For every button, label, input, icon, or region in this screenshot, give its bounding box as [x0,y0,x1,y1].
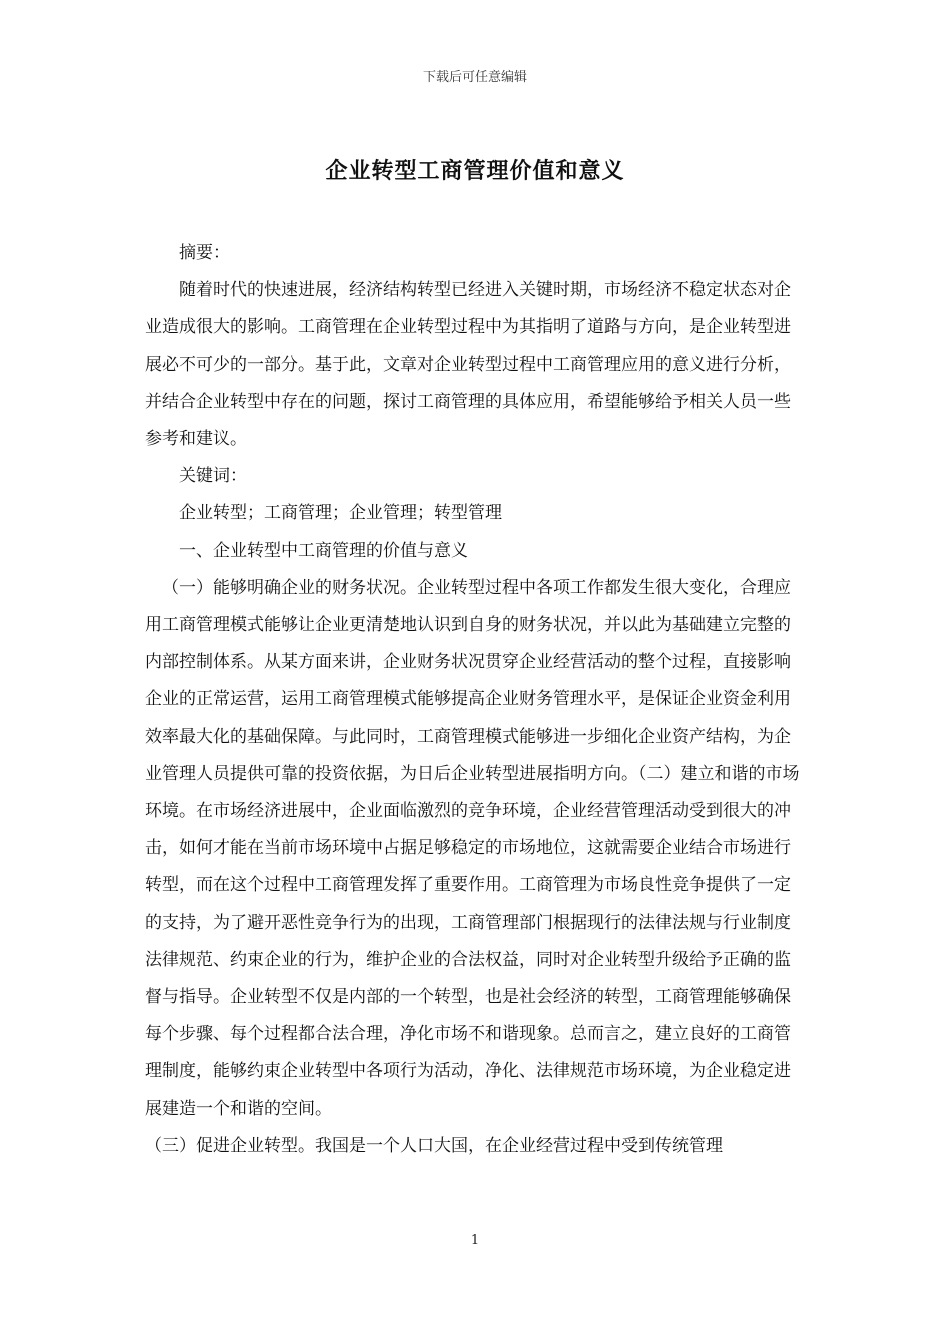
page-number: 1 [470,1233,480,1248]
document-body [145,235,805,1165]
abstract-label: 摘要： [179,243,230,263]
keywords-label: 关键词： [179,466,247,487]
document-title: 企业转型工商管理价值和意义 [325,158,625,184]
section-paragraph: （一）能够明确企业的财务状况。企业转型过程中各项工作都发生很大变化，合理应用工商管理模式能够让企业更清楚地认识到自身的财务状况，并以此为基础建立完整的内部控制体系。从某方面来讲，企业财务状况贯穿企业经营活动的整个过程，直接影响企业的正常运营，运用工商管理模式能够提高企业财务管理水平，是保证企业资金利用效率最大化的基础保障。与此同时，工商管理模式能够进一步细化企业资产结构，为企业管理人员提供可靠的投资依据，为日后企业转型进展指明方向。（二）建立和谐的市场环境。在市场经济进展中，企业面临激烈的竞争环境，企业经营管理活动受到很大的冲击，如何才能在当前市场环境中占据足够稳定的市场地位，这就需要企业结合市场进行转型，而在这个过程中工商管理发挥了重要作用。工商管理为市场良性竞争提供了一定的支持，为了避开恶性竞争行为的出现，工商管理部门根据现行的法律法规与行业制度法律规范、约束企业的行为，维护企业的合法权益，同时对企业转型升级给予正确的监督与指导。企业转型不仅是内部的一个转型，也是社会经济的转型，工商管理能够确保每个步骤、每个过程都合法合理，净化市场不和谐现象。总而言之，建立良好的工商管理制度，能够约束企业转型中各项行为活动，净化、法律规范市场环境，为企业稳定进展建造一个和谐的空间。 [145,577,800,1119]
section-paragraph-continued: （三）促进企业转型。我国是一个人口大国，在企业经营过程中受到传统管理 [145,1135,723,1156]
page-header: 下载后可任意编辑 [422,70,527,85]
keywords-paragraph: 企业转型；工商管理；企业管理；转型管理 [179,503,502,524]
section-heading: 一、企业转型中工商管理的价值与意义 [179,540,468,561]
abstract-paragraph: 随着时代的快速进展，经济结构转型已经进入关键时期，市场经济不稳定状态对企业造成很大的影响。工商管理在企业转型过程中为其指明了道路与方向，是企业转型进展必不可少的一部分。基于此，文章对企业转型过程中工商管理应用的意义进行分析，并结合企业转型中存在的问题，探讨工商管理的具体应用，希望能够给予相关人员一些参考和建议。 [145,280,791,450]
